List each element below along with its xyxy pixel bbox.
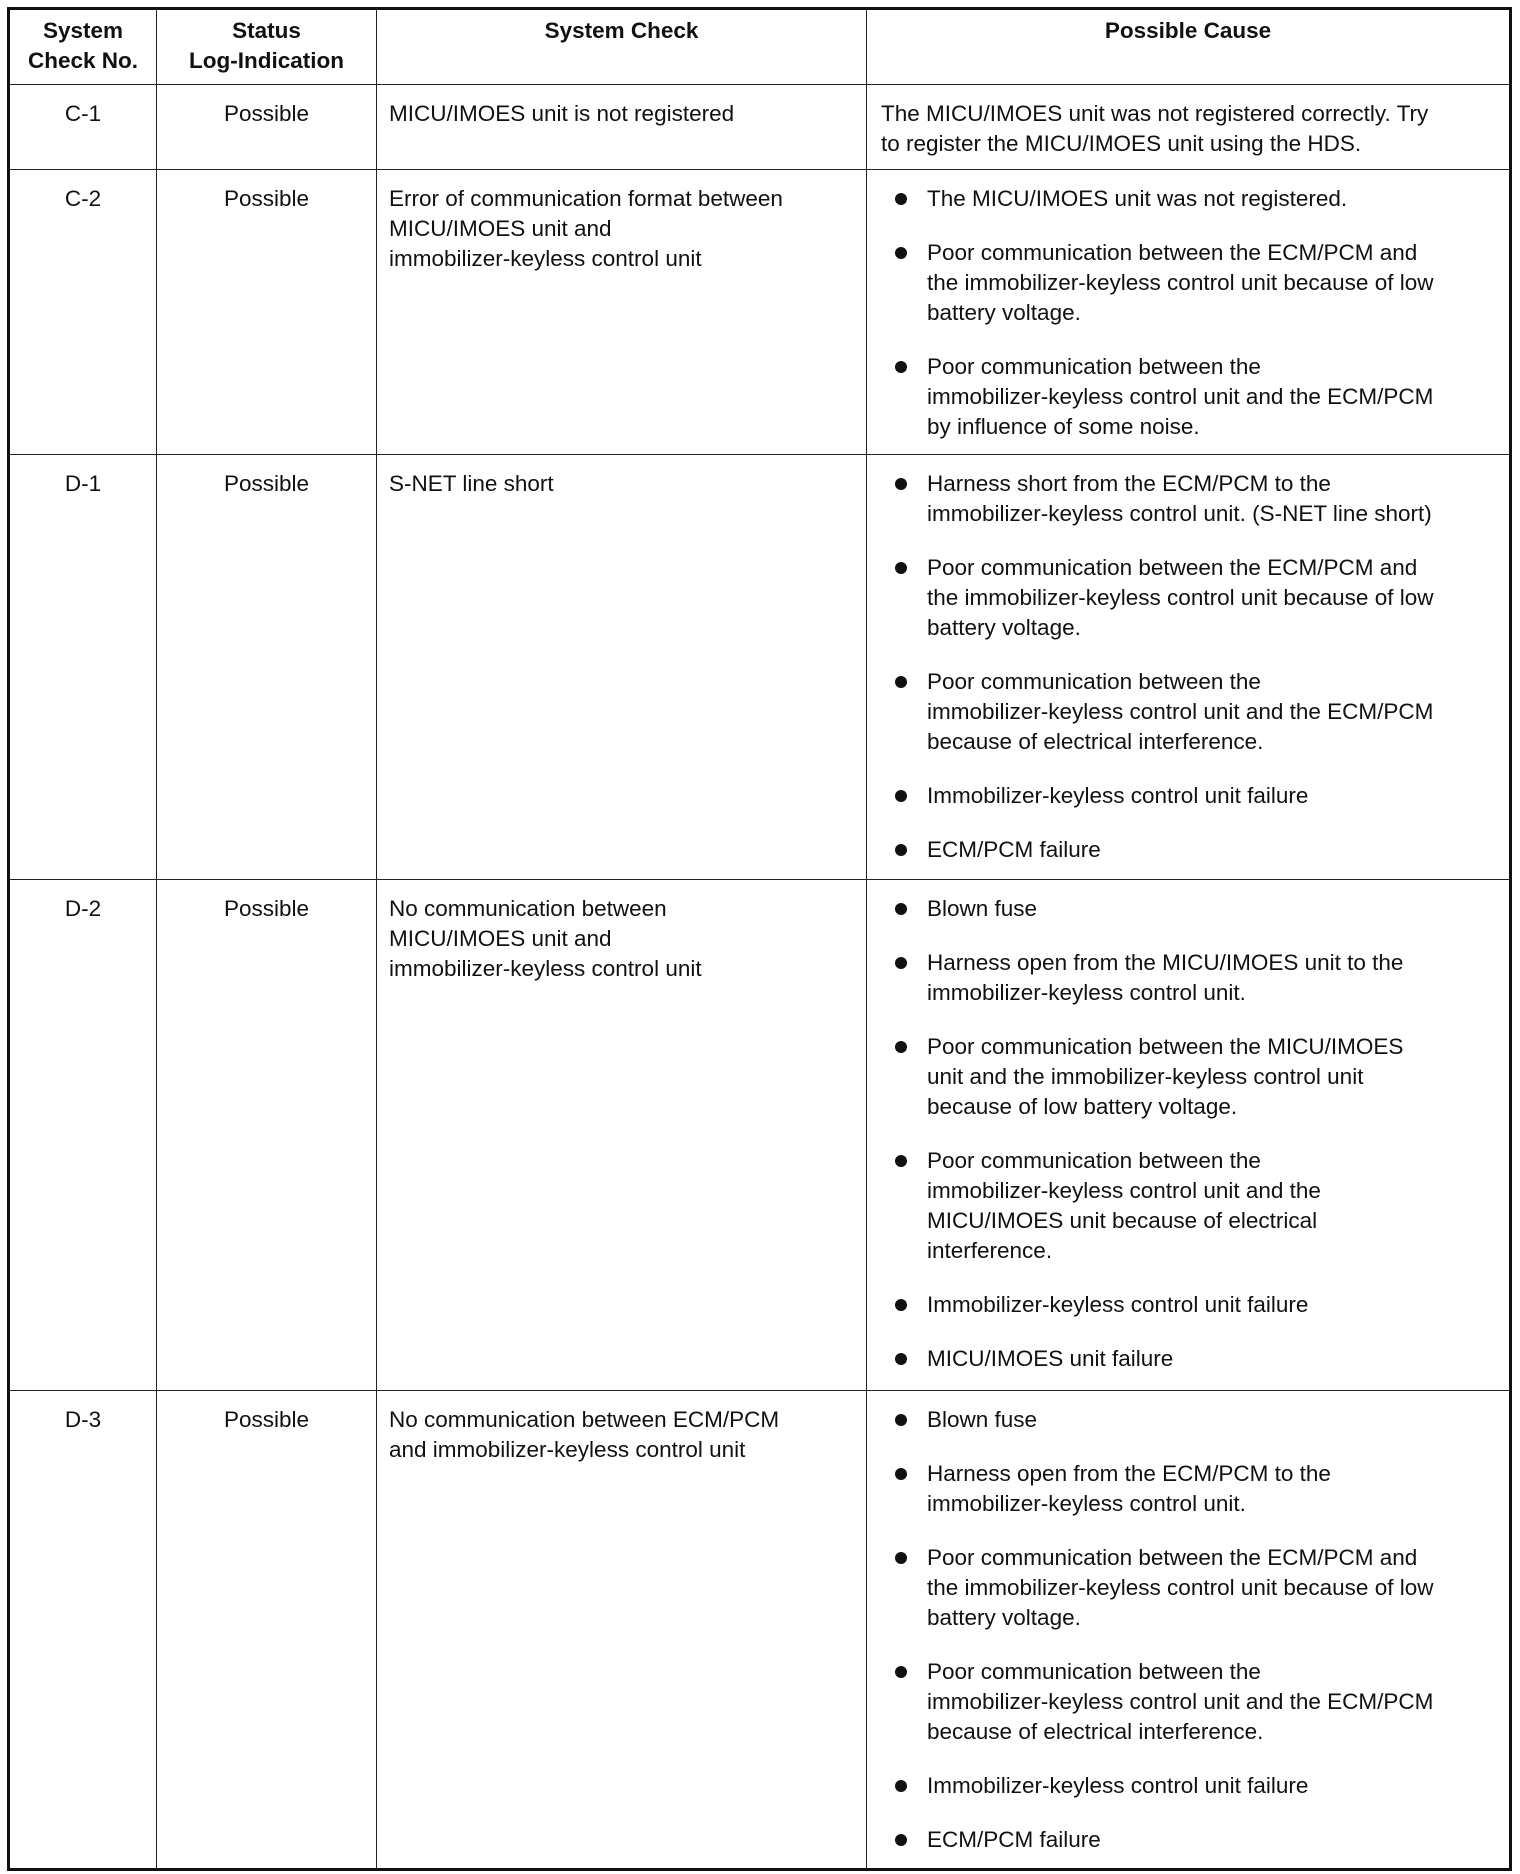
cause-text: MICU/IMOES unit failure — [927, 1346, 1174, 1371]
cause-item — [881, 1290, 1495, 1320]
table-row — [9, 170, 1511, 455]
cause-text: Poor communication between the MICU/IMOES unit and the immobilizer-keyless control unit because of low battery voltage. — [927, 1034, 1404, 1119]
cause-text: ECM/PCM failure — [927, 1827, 1101, 1852]
header-system-check: System Check — [377, 9, 867, 85]
bullet-icon — [895, 478, 907, 490]
header-check-no — [9, 9, 157, 85]
cause-text: Immobilizer-keyless control unit failure — [927, 1292, 1309, 1317]
cause-item — [881, 352, 1495, 442]
cause-item — [881, 469, 1495, 529]
check-code: C-2 — [9, 170, 157, 455]
cause-text: The MICU/IMOES unit was not registered. — [927, 186, 1348, 211]
cause-item — [881, 1146, 1495, 1266]
possible-cause-text: The MICU/IMOES unit was not registered correctly. Try to register the MICU/IMOES unit using the HDS. — [881, 101, 1429, 156]
bullet-icon — [895, 562, 907, 574]
cause-text: Blown fuse — [927, 1407, 1038, 1432]
cause-text: Poor communication between the ECM/PCM and the immobilizer-keyless control unit because of low battery voltage. — [927, 240, 1434, 325]
cause-text: Immobilizer-keyless control unit failure — [927, 1773, 1309, 1798]
bullet-icon — [895, 1780, 907, 1792]
bullet-icon — [895, 193, 907, 205]
cause-item — [881, 553, 1495, 643]
cause-item — [881, 1543, 1495, 1633]
bullet-icon — [895, 361, 907, 373]
header-status-line1: Status — [232, 18, 301, 43]
header-check-no-line2: Check No. — [27, 48, 139, 73]
cause-text: Poor communication between the immobilizer-keyless control unit and the ECM/PCM by influence of some noise. — [927, 354, 1434, 439]
cause-item — [881, 1459, 1495, 1519]
table-row — [9, 85, 1511, 170]
cause-text: Blown fuse — [927, 896, 1038, 921]
header-possible-cause: Possible Cause — [867, 9, 1511, 85]
bullet-icon — [895, 1834, 907, 1846]
possible-cause-cell — [867, 1391, 1511, 1870]
cause-item — [881, 894, 1495, 924]
status-log: Possible — [157, 85, 377, 170]
header-check-no-line1: System — [42, 18, 124, 43]
table-row — [9, 455, 1511, 880]
cause-text: Poor communication between the ECM/PCM and the immobilizer-keyless control unit because of low battery voltage. — [927, 1545, 1434, 1630]
cause-text: Harness short from the ECM/PCM to the immobilizer-keyless control unit. (S-NET line short) — [927, 471, 1432, 526]
check-code: C-1 — [9, 85, 157, 170]
cause-item — [881, 184, 1495, 214]
cause-text: Poor communication between the immobilizer-keyless control unit and the ECM/PCM because of electrical interference. — [927, 669, 1434, 754]
cause-list — [881, 1405, 1495, 1855]
bullet-icon — [895, 1468, 907, 1480]
system-check: S-NET line short — [377, 455, 867, 880]
possible-cause-cell — [867, 455, 1511, 880]
cause-text: Poor communication between the ECM/PCM and the immobilizer-keyless control unit because of low battery voltage. — [927, 555, 1434, 640]
cause-list — [881, 894, 1495, 1374]
possible-cause-cell — [867, 880, 1511, 1391]
bullet-icon — [895, 1155, 907, 1167]
cause-item — [881, 1032, 1495, 1122]
system-check-table — [7, 7, 1512, 1871]
check-code: D-2 — [9, 880, 157, 1391]
check-code: D-3 — [9, 1391, 157, 1870]
bullet-icon — [895, 1041, 907, 1053]
cause-item — [881, 948, 1495, 1008]
status-log: Possible — [157, 455, 377, 880]
cause-item — [881, 835, 1495, 865]
cause-text: Poor communication between the immobilizer-keyless control unit and the MICU/IMOES unit because of electrical interference. — [927, 1148, 1321, 1263]
cause-text: ECM/PCM failure — [927, 837, 1101, 862]
bullet-icon — [895, 676, 907, 688]
bullet-icon — [895, 1353, 907, 1365]
system-check: No communication between MICU/IMOES unit and immobilizer-keyless control unit — [377, 880, 867, 1391]
bullet-icon — [895, 1552, 907, 1564]
cause-text: Poor communication between the immobilizer-keyless control unit and the ECM/PCM because of electrical interference. — [927, 1659, 1434, 1744]
bullet-icon — [895, 957, 907, 969]
cause-text: Harness open from the ECM/PCM to the immobilizer-keyless control unit. — [927, 1461, 1331, 1516]
cause-list — [881, 184, 1495, 442]
cause-item — [881, 1771, 1495, 1801]
system-check: Error of communication format between MICU/IMOES unit and immobilizer-keyless control unit — [377, 170, 867, 455]
header-status-log — [157, 9, 377, 85]
bullet-icon — [895, 1666, 907, 1678]
cause-text: Immobilizer-keyless control unit failure — [927, 783, 1309, 808]
bullet-icon — [895, 1299, 907, 1311]
system-check: No communication between ECM/PCM and immobilizer-keyless control unit — [377, 1391, 867, 1870]
table-header — [9, 9, 1511, 85]
cause-item — [881, 781, 1495, 811]
status-log: Possible — [157, 880, 377, 1391]
cause-item — [881, 1657, 1495, 1747]
cause-item — [881, 1405, 1495, 1435]
possible-cause-cell — [867, 170, 1511, 455]
cause-item — [881, 1825, 1495, 1855]
cause-item — [881, 1344, 1495, 1374]
system-check: MICU/IMOES unit is not registered — [377, 85, 867, 170]
table-body — [9, 85, 1511, 1870]
table-row — [9, 880, 1511, 1391]
status-log: Possible — [157, 170, 377, 455]
possible-cause-cell — [867, 85, 1511, 170]
check-code: D-1 — [9, 455, 157, 880]
table-row — [9, 1391, 1511, 1870]
header-row — [9, 9, 1511, 85]
header-status-line2: Log-Indication — [189, 48, 344, 73]
bullet-icon — [895, 1414, 907, 1426]
cause-text: Harness open from the MICU/IMOES unit to the immobilizer-keyless control unit. — [927, 950, 1404, 1005]
status-log: Possible — [157, 1391, 377, 1870]
bullet-icon — [895, 247, 907, 259]
diagnostic-sheet — [7, 7, 1512, 1871]
cause-item — [881, 667, 1495, 757]
bullet-icon — [895, 844, 907, 856]
bullet-icon — [895, 903, 907, 915]
cause-list — [881, 469, 1495, 865]
bullet-icon — [895, 790, 907, 802]
cause-item — [881, 238, 1495, 328]
